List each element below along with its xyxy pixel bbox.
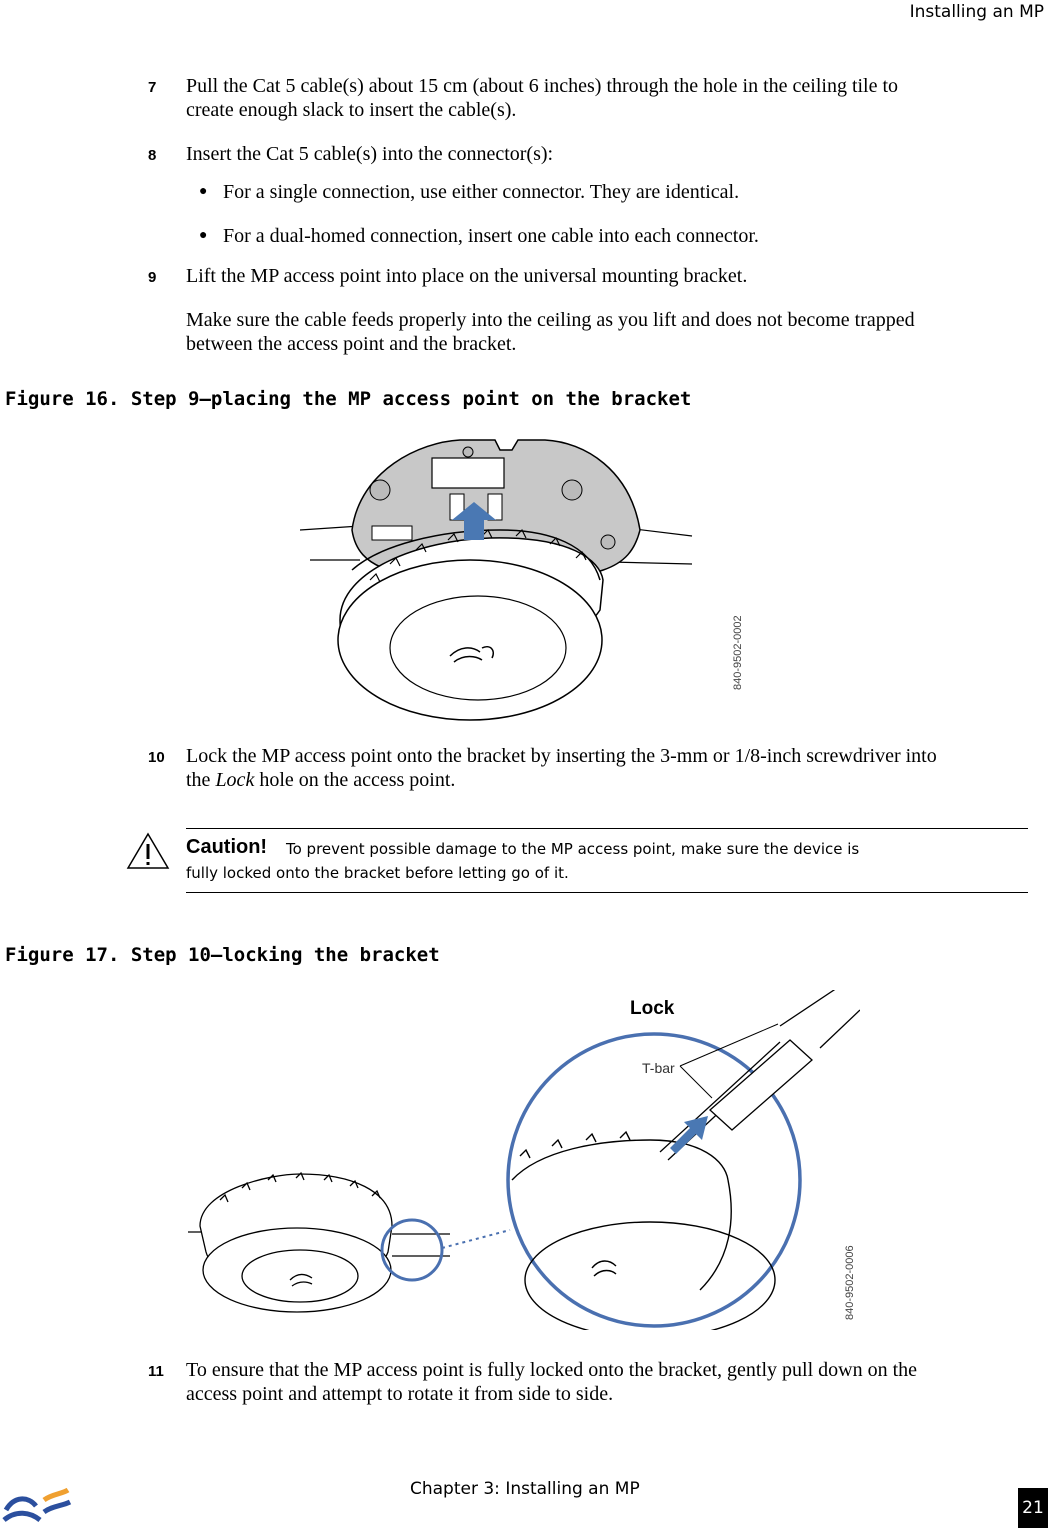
caution-top-rule: [186, 828, 1028, 829]
figure-16-illustration: [300, 430, 760, 730]
access-point-face: [338, 560, 602, 720]
footer-chapter: Chapter 3: Installing an MP: [410, 1479, 640, 1499]
caution-line-1: To prevent possible damage to the MP access point, make sure the device is: [286, 840, 860, 858]
step-number-8: 8: [148, 147, 157, 164]
tbar-label: T-bar: [642, 1060, 675, 1076]
company-logo-icon: [0, 1484, 74, 1528]
figure-16-code: 840-9502-0002: [732, 615, 744, 690]
bracket-tab: [372, 526, 412, 540]
bracket-screw-hole: [562, 480, 582, 500]
step-number-9: 9: [148, 269, 157, 286]
figure-16-code-wrap: [728, 610, 748, 694]
step-number-11: 11: [148, 1363, 164, 1380]
step-number-10: 10: [148, 749, 165, 766]
page-number: 21: [1018, 1488, 1048, 1528]
warning-triangle-icon: [126, 832, 170, 870]
caution-title: Caution!: [186, 836, 268, 858]
step-11-line-2: access point and attempt to rotate it from side to side.: [186, 1383, 614, 1405]
step-8-text: Insert the Cat 5 cable(s) into the connector(s):: [186, 143, 554, 165]
figure-16-caption: Figure 16. Step 9—placing the MP access point on the bracket: [5, 388, 692, 410]
step-10-line-2-suffix: hole on the access point.: [254, 769, 456, 791]
bracket-screw-hole: [463, 447, 473, 457]
step-7-line-2: create enough slack to insert the cable(s).: [186, 99, 517, 121]
caution-line-2: fully locked onto the bracket before letting go of it.: [186, 864, 569, 882]
step-8-bullet-1: For a single connection, use either connector. They are identical.: [223, 181, 740, 203]
bracket-screw-hole: [601, 535, 615, 549]
step-11-line-1: To ensure that the MP access point is fully locked onto the bracket, gently pull down on the: [186, 1359, 918, 1381]
lock-label: Lock: [630, 998, 675, 1019]
step-7-line-1: Pull the Cat 5 cable(s) about 15 cm (about 6 inches) through the hole in the ceiling tile to: [186, 75, 899, 97]
access-point-small: [200, 1173, 392, 1312]
step-8-bullet-2: For a dual-homed connection, insert one cable into each connector.: [223, 225, 759, 247]
running-header: Installing an MP: [909, 2, 1044, 22]
caution-bottom-rule: [186, 892, 1028, 893]
figure-17-code-wrap: [840, 1240, 860, 1324]
step-9-text: Lift the MP access point into place on the universal mounting bracket.: [186, 265, 748, 287]
detail-circle-small: [382, 1220, 442, 1280]
step-number-7: 7: [148, 79, 157, 96]
figure-17-caption: Figure 17. Step 10—locking the bracket: [5, 944, 440, 966]
bracket-slot: [432, 458, 504, 488]
step-9-note-line-2: between the access point and the bracket.: [186, 333, 517, 355]
figure-17-illustration: [180, 990, 860, 1330]
bracket-screw-hole: [370, 480, 390, 500]
detail-connector: [442, 1230, 510, 1248]
lock-emphasis: Lock: [215, 769, 255, 791]
bullet-icon: ●: [199, 228, 208, 243]
figure-17-code: 840-9502-0006: [844, 1245, 856, 1320]
step-10-line-2-prefix: the: [186, 769, 216, 791]
step-10-line-1: Lock the MP access point onto the bracket by inserting the 3-mm or 1/8-inch screwdriver into: [186, 745, 937, 767]
step-10-line-2: [186, 768, 455, 792]
step-9-note-line-1: Make sure the cable feeds properly into the ceiling as you lift and does not become trapped: [186, 309, 915, 331]
bullet-icon: ●: [199, 184, 208, 199]
